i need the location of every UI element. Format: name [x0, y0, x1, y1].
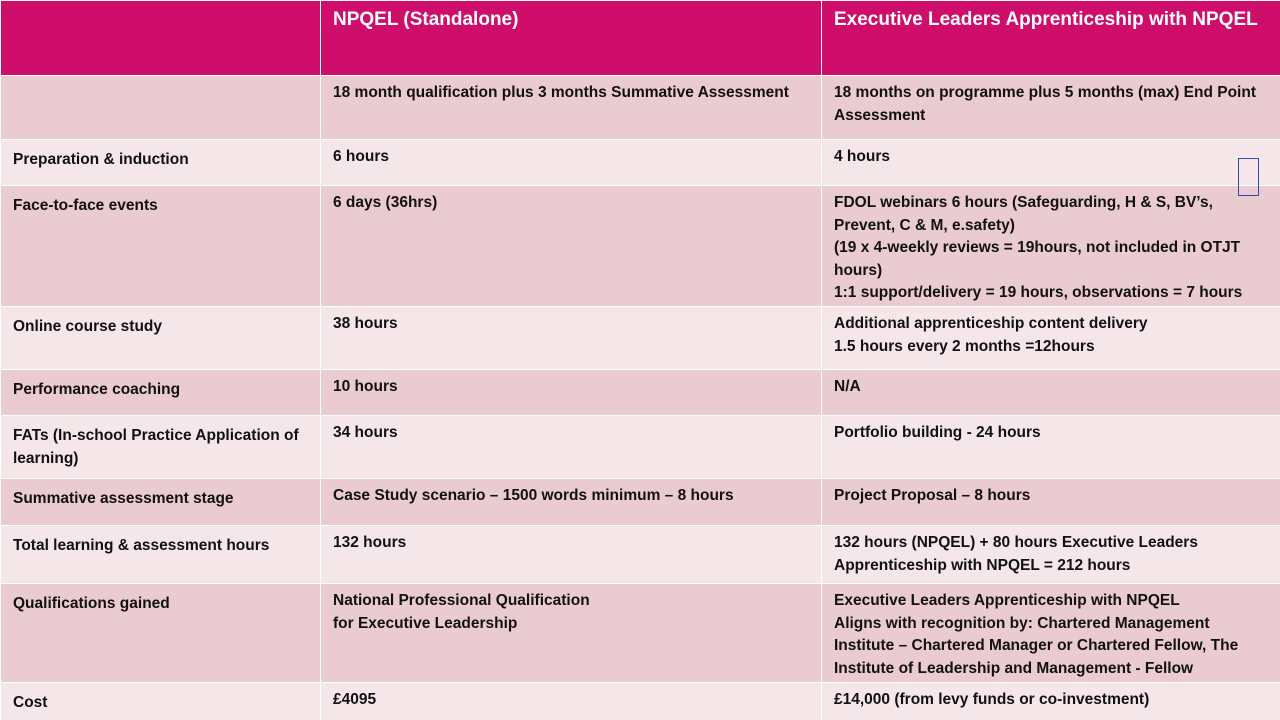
- table-row-duration: [1, 76, 1280, 140]
- table-row-fats: [1, 416, 1280, 479]
- table-row-online-study: [1, 307, 1280, 370]
- apprenticeship-cell: Additional apprenticeship content delivery 1.5 hours every 2 months =12hours: [822, 307, 1280, 370]
- table-row-cost: [1, 683, 1280, 720]
- apprenticeship-cell: Executive Leaders Apprenticeship with NPQEL Aligns with recognition by: Chartered Management Institute – Chartered Manager or Chartered Fellow, The Institute of Leadership and Management - Fellow: [822, 584, 1280, 683]
- npqel-cell: 18 month qualification plus 3 months Summative Assessment: [321, 76, 822, 140]
- row-label: Cost: [1, 683, 321, 720]
- apprenticeship-cell: N/A: [822, 370, 1280, 416]
- npqel-cell: National Professional Qualification for Executive Leadership: [321, 584, 822, 683]
- selection-marker-box: [1238, 158, 1259, 196]
- apprenticeship-cell: 132 hours (NPQEL) + 80 hours Executive Leaders Apprenticeship with NPQEL = 212 hours: [822, 526, 1280, 584]
- npqel-cell: 34 hours: [321, 416, 822, 479]
- table-row-preparation: [1, 140, 1280, 186]
- header-npqel-standalone: NPQEL (Standalone): [321, 1, 822, 76]
- row-label: Qualifications gained: [1, 584, 321, 683]
- npqel-cell: 38 hours: [321, 307, 822, 370]
- npqel-cell: 132 hours: [321, 526, 822, 584]
- row-label: Face-to-face events: [1, 186, 321, 307]
- row-label: Online course study: [1, 307, 321, 370]
- npqel-cell: Case Study scenario – 1500 words minimum – 8 hours: [321, 479, 822, 526]
- table-row-face-to-face: [1, 186, 1280, 307]
- table-row-performance-coaching: [1, 370, 1280, 416]
- header-blank-cell: [1, 1, 321, 76]
- npqel-cell: 6 days (36hrs): [321, 186, 822, 307]
- apprenticeship-cell: Portfolio building - 24 hours: [822, 416, 1280, 479]
- row-label: [1, 76, 321, 140]
- npqel-cell: 10 hours: [321, 370, 822, 416]
- apprenticeship-cell: £14,000 (from levy funds or co-investment): [822, 683, 1280, 720]
- apprenticeship-cell: 4 hours: [822, 140, 1280, 186]
- row-label: Preparation & induction: [1, 140, 321, 186]
- table-header-row: [1, 1, 1280, 76]
- apprenticeship-cell: Project Proposal – 8 hours: [822, 479, 1280, 526]
- table-row-summative-assessment: [1, 479, 1280, 526]
- table-row-total-hours: [1, 526, 1280, 584]
- header-executive-apprenticeship: Executive Leaders Apprenticeship with NPQEL: [822, 1, 1280, 76]
- apprenticeship-cell: FDOL webinars 6 hours (Safeguarding, H & S, BV’s, Prevent, C & M, e.safety) (19 x 4-weekly reviews = 19hours, not included in OTJT hours) 1:1 support/delivery = 19 hours, observations = 7 hours: [822, 186, 1280, 307]
- table-row-qualifications: [1, 584, 1280, 683]
- row-label: FATs (In-school Practice Application of learning): [1, 416, 321, 479]
- row-label: Summative assessment stage: [1, 479, 321, 526]
- row-label: Performance coaching: [1, 370, 321, 416]
- apprenticeship-cell: 18 months on programme plus 5 months (max) End Point Assessment: [822, 76, 1280, 140]
- npqel-cell: £4095: [321, 683, 822, 720]
- npqel-cell: 6 hours: [321, 140, 822, 186]
- row-label: Total learning & assessment hours: [1, 526, 321, 584]
